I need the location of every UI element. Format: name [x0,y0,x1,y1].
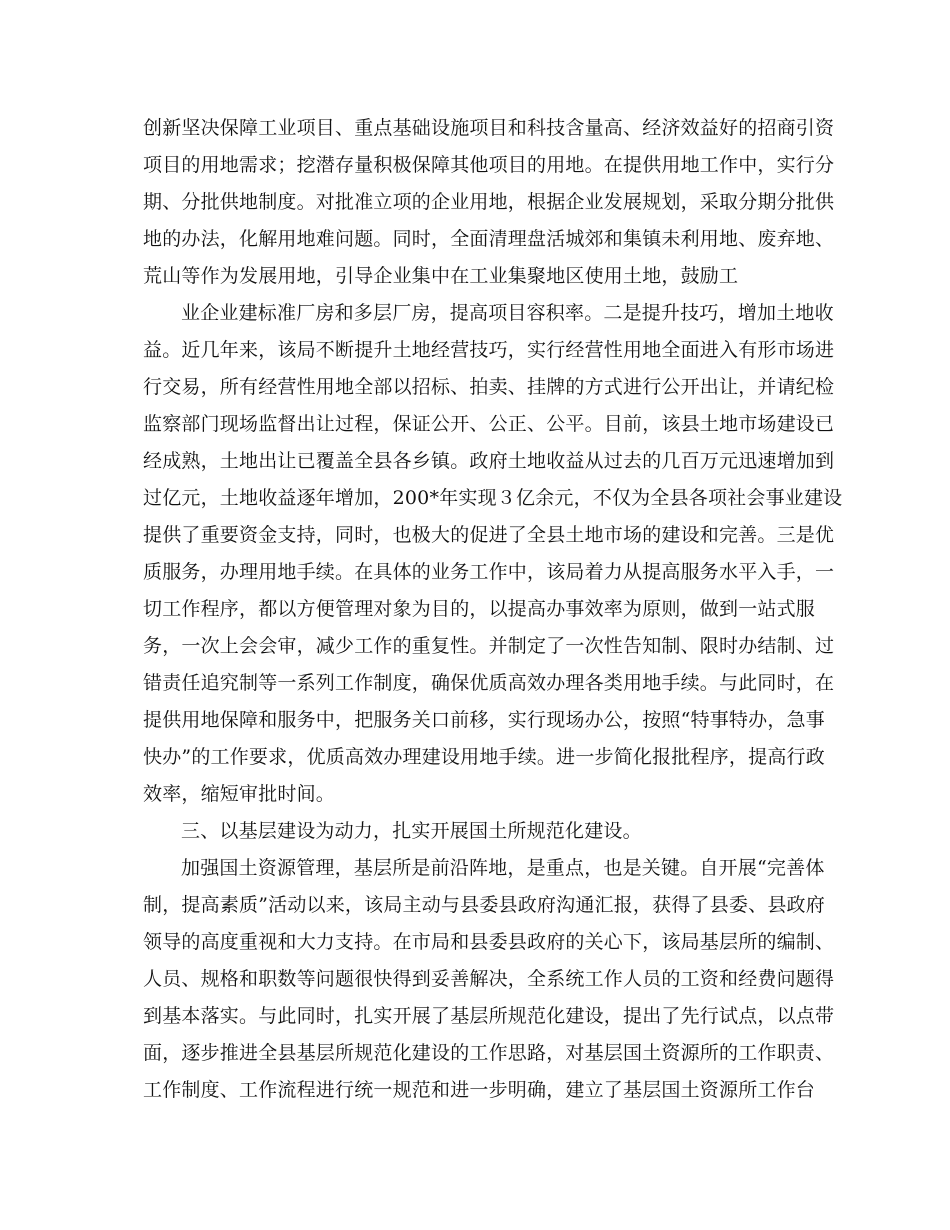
text-line: 面，逐步推进全县基层所规范化建设的工作思路，对基层国土资源所的工作职责、 [143,1042,835,1064]
section-heading: 三、以基层建设为动力，扎实开展国土所规范化建设。 [181,820,642,842]
text-line: 荒山等作为发展用地，引导企业集中在工业集聚地区使用土地，鼓励工 [143,265,739,287]
text-line: 到基本落实。与此同时，扎实开展了基层所规范化建设，提出了先行试点，以点带 [143,1005,835,1027]
text-line: 行交易，所有经营性用地全部以招标、拍卖、挂牌的方式进行公开出让，并请纪检 [143,376,835,398]
text-line: 快办”的工作要求，优质高效办理建设用地手续。进一步简化报批程序，提高行政 [143,746,825,768]
text-line: 地的办法，化解用地难问题。同时，全面清理盘活城郊和集镇未利用地、废弃地、 [143,228,835,250]
text-line: 制，提高素质”活动以来，该局主动与县委县政府沟通汇报，获得了县委、县政府 [143,894,825,916]
text-line: 效率，缩短审批时间。 [143,783,336,805]
text-line: 创新坚决保障工业项目、重点基础设施项目和科技含量高、经济效益好的招商引资 [143,117,835,139]
text-line: 益。近几年来，该局不断提升土地经营技巧，实行经营性用地全面进入有形市场进 [143,339,835,361]
text-line: 人员、规格和职数等问题很快得到妥善解决，全系统工作人员的工资和经费问题得 [143,968,835,990]
text-line: 业企业建标准厂房和多层厂房，提高项目容积率。二是提升技巧，增加土地收 [181,302,834,324]
text-line: 期、分批供地制度。对批准立项的企业用地，根据企业发展规划，采取分期分批供 [143,191,835,213]
text-line: 质服务，办理用地手续。在具体的业务工作中，该局着力从提高服务水平入手，一 [143,561,835,583]
text-line: 过亿元，土地收益逐年增加，200*年实现３亿余元，不仅为全县各项社会事业建设 [143,487,843,509]
text-line: 错责任追究制等一系列工作制度，确保优质高效办理各类用地手续。与此同时，在 [143,672,835,694]
text-line: 加强国土资源管理，基层所是前沿阵地，是重点，也是关键。自开展“完善体 [181,857,825,879]
text-line: 务，一次上会会审，减少工作的重复性。并制定了一次性告知制、限时办结制、过 [143,635,835,657]
text-line: 项目的用地需求；挖潜存量积极保障其他项目的用地。在提供用地工作中，实行分 [143,154,835,176]
text-line: 提供用地保障和服务中，把服务关口前移，实行现场办公，按照“特事特办，急事 [143,709,825,731]
text-line: 监察部门现场监督出让过程，保证公开、公正、公平。目前，该县土地市场建设已 [143,413,835,435]
body-text [143,110,843,1109]
text-line: 工作制度、工作流程进行统一规范和进一步明确，建立了基层国土资源所工作台 [143,1079,816,1101]
text-line: 切工作程序，都以方便管理对象为目的，以提高办事效率为原则，做到一站式服 [143,598,816,620]
text-line: 提供了重要资金支持，同时，也极大的促进了全县土地市场的建设和完善。三是优 [143,524,835,546]
text-line: 经成熟，土地出让已覆盖全县各乡镇。政府土地收益从过去的几百万元迅速增加到 [143,450,835,472]
text-line: 领导的高度重视和大力支持。在市局和县委县政府的关心下，该局基层所的编制、 [143,931,835,953]
